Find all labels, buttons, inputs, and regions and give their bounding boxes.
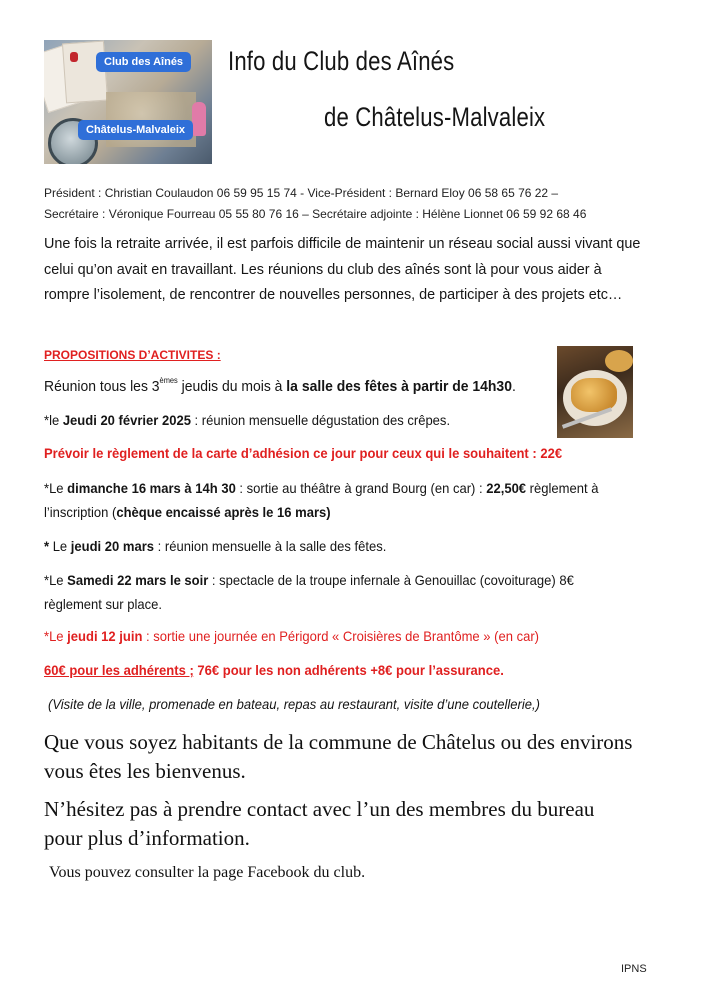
jun12-prefix: *Le — [44, 628, 68, 644]
logo-badge-village: Châtelus-Malvaleix — [78, 120, 193, 140]
monthly-meeting-line — [44, 378, 516, 395]
bowl-image — [605, 350, 633, 372]
monthly-location-time: la salle des fêtes à partir de 14h30 — [286, 378, 512, 395]
page-title-line-1: Info du Club des Aînés — [228, 46, 455, 76]
officers-line-1: Président : Christian Coulaudon 06 59 95 15 74 - Vice-Président : Bernard Eloy 06 58 65 76 22 – — [44, 186, 559, 200]
ipns-footer: IPNS — [621, 963, 647, 975]
mar20-description: : réunion mensuelle à la salle des fêtes. — [154, 538, 387, 554]
mar20-star: * — [44, 538, 50, 554]
jun12-visit-details: (Visite de la ville, promenade en bateau, repas au restaurant, visite d’une coutellerie,) — [48, 696, 540, 712]
activity-mar-20 — [44, 538, 386, 554]
officers-line-2: Secrétaire : Véronique Fourreau 05 55 80 76 16 – Secrétaire adjointe : Hélène Lionnet 06 59 92 68 46 — [44, 207, 587, 221]
feb-prefix: *le — [44, 412, 63, 428]
welcome-line-2: vous êtes les bienvenus. — [44, 759, 246, 783]
mar20-prefix: Le — [49, 538, 71, 554]
feb-description: : réunion mensuelle dégustation des crêpes. — [190, 412, 451, 428]
membership-reminder: Prévoir le règlement de la carte d’adhésion ce jour pour ceux qui le souhaitent : 22€ — [44, 445, 563, 461]
monthly-text-a: Réunion tous les 3 — [44, 378, 160, 395]
jun12-date: jeudi 12 juin — [67, 628, 143, 644]
activity-feb-20 — [44, 412, 450, 428]
mar16-price: 22,50€ — [486, 480, 527, 496]
monthly-text-c: . — [511, 378, 516, 395]
monthly-text-b: jeudis du mois à — [177, 378, 287, 395]
playing-card-image — [62, 41, 108, 104]
mar16-prefix: *Le — [44, 480, 68, 496]
mar16-registration: l’inscription ( — [44, 504, 117, 520]
mar22-prefix: *Le — [44, 572, 68, 588]
activity-mar-22-line-1 — [44, 572, 574, 588]
jun12-description: : sortie une journée en Périgord « Croisières de Brantôme » (en car) — [142, 628, 540, 644]
activity-jun-12 — [44, 628, 539, 644]
mar22-description: : spectacle de la troupe infernale à Genouillac (covoiturage) 8€ — [208, 572, 574, 588]
welcome-line-1: Que vous soyez habitants de la commune de Châtelus ou des environs — [44, 730, 633, 754]
monthly-ordinal-suffix: èmes — [159, 376, 178, 385]
intro-line-3: rompre l’isolement, de rencontrer de nouvelles personnes, de participer à des projets etc… — [44, 287, 623, 303]
mar16-cheque-note: chèque encaissé après le 16 mars) — [116, 504, 331, 520]
page-title-line-2: de Châtelus-Malvaleix — [324, 102, 546, 132]
feb-date: Jeudi 20 février 2025 — [62, 412, 191, 428]
mar16-payment: règlement à — [526, 480, 599, 496]
crepes-photo — [557, 346, 633, 438]
mar16-description: : sortie au théâtre à grand Bourg (en car) : — [235, 480, 487, 496]
facebook-note: Vous pouvez consulter la page Facebook du club. — [49, 864, 366, 881]
mar16-date: dimanche 16 mars à 14h 30 — [67, 480, 236, 496]
price-non-members: 76€ pour les non adhérents +8€ pour l’assurance. — [193, 662, 504, 678]
contact-line-2: pour plus d’information. — [44, 826, 250, 850]
club-logo-photo — [44, 40, 212, 164]
mar22-date: Samedi 22 mars le soir — [67, 572, 209, 588]
activity-mar-22-line-2: règlement sur place. — [44, 596, 162, 612]
activities-heading: PROPOSITIONS D’ACTIVITES : — [44, 348, 221, 362]
mar20-date: jeudi 20 mars — [70, 538, 155, 554]
activity-mar-16-line-2 — [44, 504, 331, 520]
card-suit-mark — [70, 52, 78, 62]
price-members: 60€ pour les adhérents ; — [44, 662, 194, 678]
intro-line-1: Une fois la retraite arrivée, il est parfois difficile de maintenir un réseau social aussi vivant que — [44, 236, 641, 252]
jun12-prices — [44, 662, 504, 678]
contact-line-1: N’hésitez pas à prendre contact avec l’un des membres du bureau — [44, 797, 595, 821]
logo-badge-club-name: Club des Aînés — [96, 52, 191, 72]
game-pawn-image — [192, 102, 206, 136]
intro-line-2: celui qu’on avait en travaillant. Les réunions du club des aînés sont là pour vous aider à — [44, 262, 602, 278]
activity-mar-16-line-1 — [44, 480, 598, 496]
